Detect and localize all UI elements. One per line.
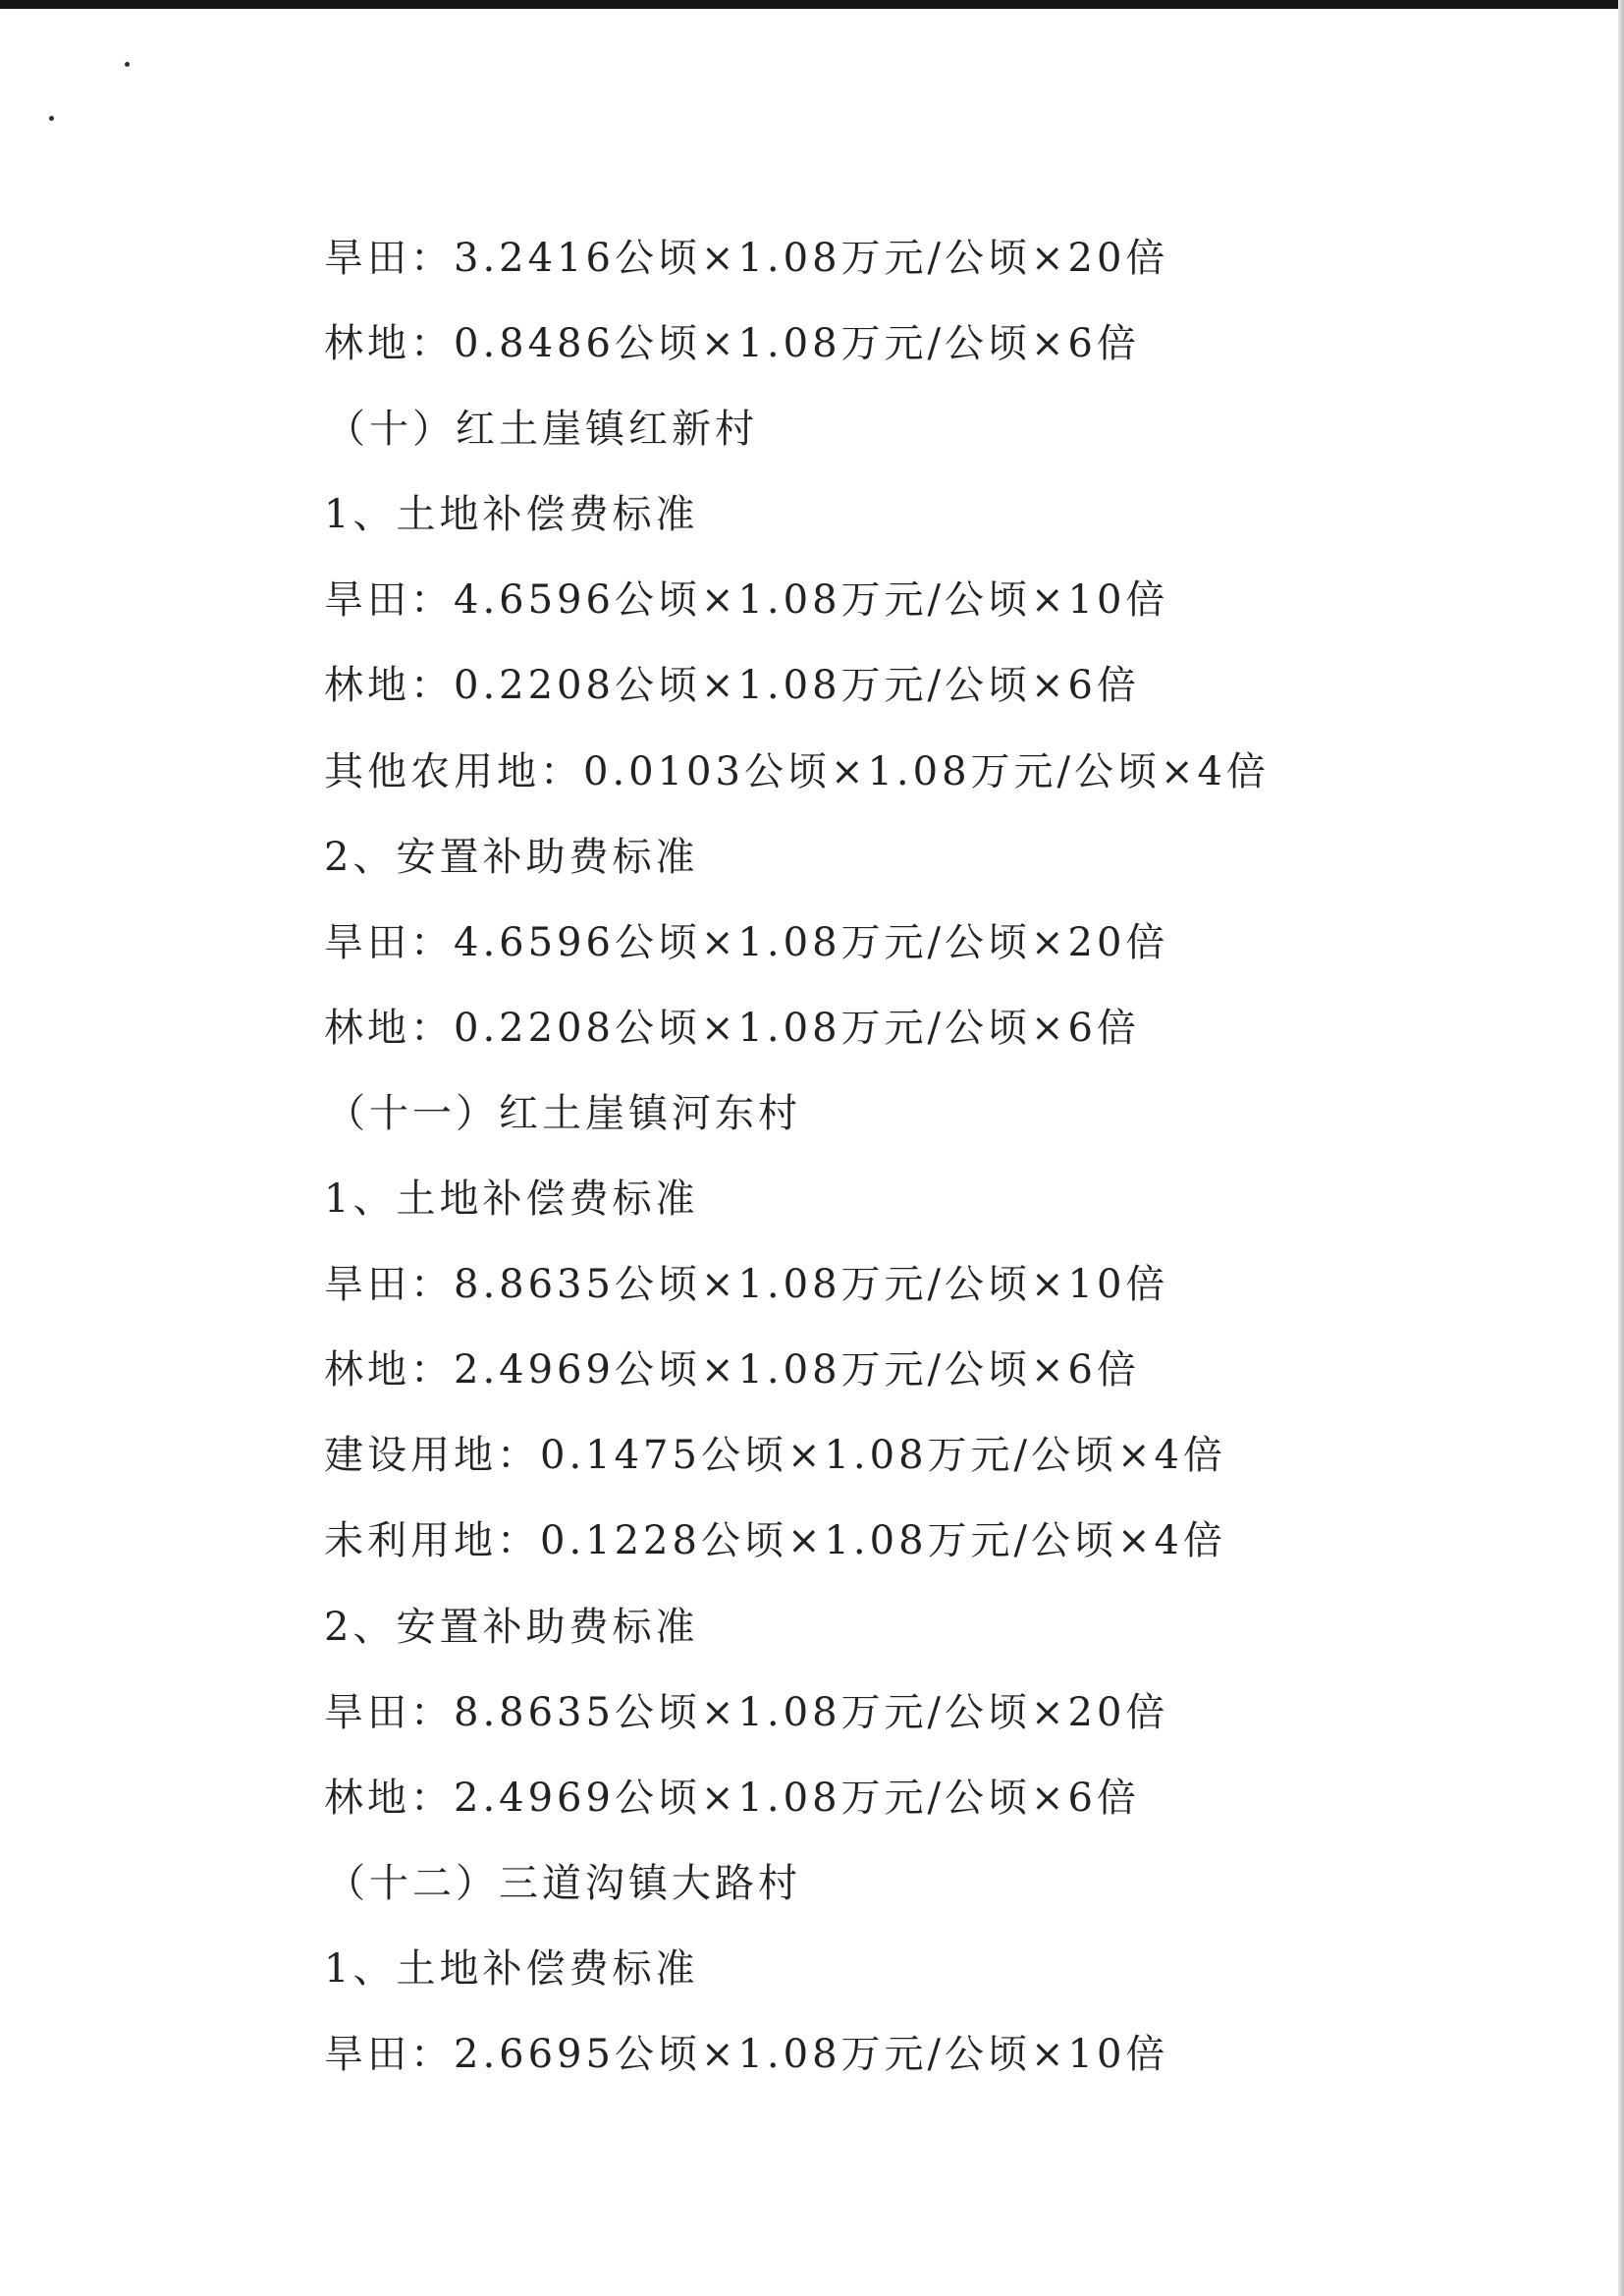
fee-standard-heading: 2、安置补助费标准: [324, 1604, 699, 1650]
compensation-line: 旱田：4.6596公顷×1.08万元/公顷×10倍: [324, 577, 1169, 624]
village-heading: （十）红土崖镇红新村: [326, 407, 758, 453]
scan-speck: [125, 62, 130, 67]
village-heading: （十二）三道沟镇大路村: [326, 1860, 801, 1906]
scan-right-edge: [1618, 0, 1624, 2296]
fee-standard-heading: 2、安置补助费标准: [324, 834, 699, 880]
compensation-line: 旱田：4.6596公顷×1.08万元/公顷×20倍: [324, 919, 1169, 965]
compensation-line: 林地：0.8486公顷×1.08万元/公顷×6倍: [324, 321, 1140, 367]
fee-standard-heading: 1、土地补偿费标准: [324, 1945, 699, 1992]
fee-standard-heading: 1、土地补偿费标准: [324, 1176, 699, 1223]
scan-speck: [49, 116, 54, 121]
compensation-line: 未利用地：0.1228公顷×1.08万元/公顷×4倍: [324, 1518, 1226, 1564]
compensation-line: 其他农用地：0.0103公顷×1.08万元/公顷×4倍: [324, 748, 1270, 794]
compensation-line: 林地：0.2208公顷×1.08万元/公顷×6倍: [324, 1005, 1140, 1051]
compensation-line: 旱田：2.6695公顷×1.08万元/公顷×10倍: [324, 2031, 1169, 2077]
scan-top-border: [0, 0, 1624, 9]
fee-standard-heading: 1、土地补偿费标准: [324, 492, 699, 538]
document-body: [324, 232, 1483, 2113]
compensation-line: 旱田：8.8635公顷×1.08万元/公顷×10倍: [324, 1262, 1169, 1308]
compensation-line: 林地：0.2208公顷×1.08万元/公顷×6倍: [324, 663, 1140, 709]
village-heading: （十一）红土崖镇河东村: [326, 1090, 801, 1136]
compensation-line: 林地：2.4969公顷×1.08万元/公顷×6倍: [324, 1347, 1140, 1394]
compensation-line: 旱田：3.2416公顷×1.08万元/公顷×20倍: [324, 236, 1169, 281]
compensation-line: 建设用地：0.1475公顷×1.08万元/公顷×4倍: [324, 1433, 1226, 1479]
compensation-line: 旱田：8.8635公顷×1.08万元/公顷×20倍: [324, 1689, 1169, 1735]
compensation-line: 林地：2.4969公顷×1.08万元/公顷×6倍: [324, 1775, 1140, 1821]
